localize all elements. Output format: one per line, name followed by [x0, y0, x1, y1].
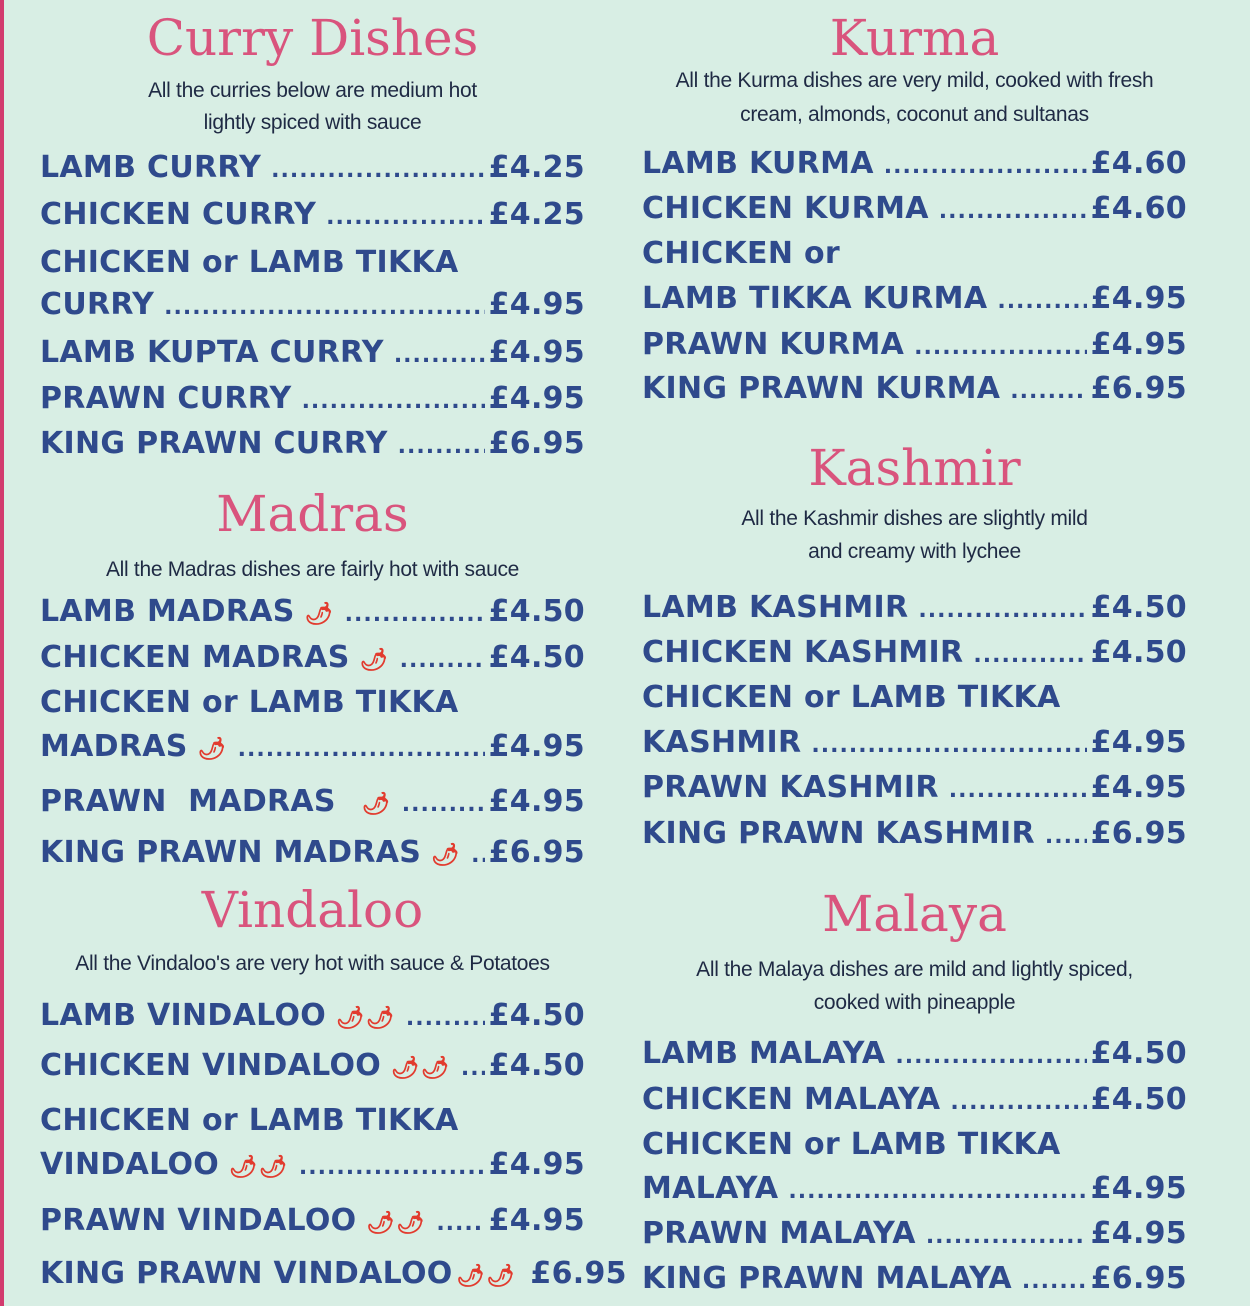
chili-icon: 🌶 [304, 602, 335, 627]
vindaloo-desc: All the Vindaloo's are very hot with sauce & Potatoes [75, 952, 550, 975]
price: £4.50 [1090, 1036, 1187, 1071]
kurma-desc-1: All the Kurma dishes are very mild, cooked with fresh [675, 69, 1154, 92]
menu-item-tikka-malaya-line1: CHICKEN or LAMB TIKKA [642, 1127, 1061, 1162]
menu-item-lamb-madras: LAMB MADRAS 🌶 ..... £4.50 [40, 594, 585, 638]
menu-item-tikka-vindaloo: VINDALOO 🌶🌶 ..... £4.95 [40, 1147, 585, 1191]
price: £4.50 [488, 594, 585, 629]
menu-item-lamb-curry: LAMB CURRY ..... £4.25 [40, 150, 585, 194]
price: £4.50 [488, 1048, 585, 1083]
menu-item-tikka-kashmir-line1: CHICKEN or LAMB TIKKA [642, 680, 1061, 715]
chili-icon: 🌶🌶 [336, 1006, 396, 1031]
chili-icon: 🌶 [197, 737, 228, 762]
chili-icon: 🌶🌶 [391, 1056, 451, 1081]
menu-item-prawn-madras: PRAWN MADRAS 🌶 ..... £4.95 [40, 784, 585, 828]
chili-icon: 🌶 [431, 843, 462, 868]
menu-item-chicken-kurma: CHICKEN KURMA ..... £4.60 [642, 191, 1187, 235]
kurma-desc-2: cream, almonds, coconut and sultanas [740, 103, 1089, 126]
menu-item-chicken-kashmir: CHICKEN KASHMIR ..... £4.50 [642, 635, 1187, 679]
menu-item-tikka-madras-line1: CHICKEN or LAMB TIKKA [40, 685, 459, 720]
madras-title: Madras [216, 485, 409, 543]
price: £4.95 [488, 1203, 585, 1238]
kashmir-desc-1: All the Kashmir dishes are slightly mild [741, 507, 1088, 530]
price: £6.95 [1090, 816, 1187, 851]
curry-desc-1: All the curries below are medium hot [148, 79, 477, 102]
kashmir-desc-2: and creamy with lychee [808, 540, 1021, 563]
menu-item-king-prawn-kurma: KING PRAWN KURMA ..... £6.95 [642, 371, 1187, 415]
price: £4.95 [1090, 725, 1187, 760]
menu-item-tikka-kurma-line1: CHICKEN or [642, 236, 840, 271]
price: £4.50 [1090, 590, 1187, 625]
madras-desc: All the Madras dishes are fairly hot with sauce [105, 558, 520, 581]
price: £4.95 [1090, 1171, 1187, 1206]
menu-item-king-prawn-curry: KING PRAWN CURRY ..... £6.95 [40, 426, 585, 470]
price: £4.95 [488, 1147, 585, 1182]
menu-item-king-prawn-kashmir: KING PRAWN KASHMIR ..... £6.95 [642, 816, 1187, 860]
menu-item-prawn-vindaloo: PRAWN VINDALOO 🌶🌶 ..... £4.95 [40, 1203, 585, 1247]
menu-item-tikka-madras: MADRAS 🌶 ..... £4.95 [40, 729, 585, 773]
chili-icon: 🌶🌶 [229, 1155, 289, 1180]
malaya-desc-2: cooked with pineapple [813, 991, 1016, 1014]
chili-icon: 🌶🌶 [366, 1211, 427, 1236]
menu-item-prawn-malaya: PRAWN MALAYA ..... £4.95 [642, 1216, 1187, 1260]
price: £4.95 [1090, 281, 1187, 316]
menu-item-chicken-curry: CHICKEN CURRY ..... £4.25 [40, 197, 585, 241]
chili-icon: 🌶 [359, 648, 390, 673]
menu-item-king-prawn-malaya: KING PRAWN MALAYA ..... £6.95 [642, 1261, 1187, 1305]
menu-item-tikka-curry-line1: CHICKEN or LAMB TIKKA [40, 245, 459, 280]
menu-item-tikka-kashmir: KASHMIR ..... £4.95 [642, 725, 1187, 769]
price: £4.95 [488, 729, 585, 764]
price: £6.95 [1090, 1261, 1187, 1296]
price: £4.95 [488, 784, 585, 819]
malaya-desc-1: All the Malaya dishes are mild and lightly spiced, [696, 958, 1133, 981]
price: £4.95 [1090, 1216, 1187, 1251]
menu-item-tikka-curry: CURRY ..... £4.95 [40, 287, 585, 331]
kashmir-title: Kashmir [808, 439, 1021, 497]
price: £4.50 [1090, 1082, 1187, 1117]
menu-item-lamb-kupta-curry: LAMB KUPTA CURRY ..... £4.95 [40, 335, 585, 379]
left-border-stripe [0, 0, 4, 1306]
menu-item-king-prawn-vindaloo: KING PRAWN VINDALOO 🌶🌶 £6.95 [40, 1256, 627, 1291]
price: £4.50 [488, 998, 585, 1033]
price: £4.60 [1090, 146, 1187, 181]
menu-item-prawn-kurma: PRAWN KURMA ..... £4.95 [642, 327, 1187, 371]
menu-item-chicken-malaya: CHICKEN MALAYA ..... £4.50 [642, 1082, 1187, 1126]
price: £6.95 [530, 1256, 627, 1291]
menu-item-king-prawn-madras: KING PRAWN MADRAS 🌶 ..... £6.95 [40, 835, 585, 879]
menu-item-lamb-vindaloo: LAMB VINDALOO 🌶🌶 ..... £4.50 [40, 998, 585, 1042]
menu-item-tikka-vindaloo-line1: CHICKEN or LAMB TIKKA [40, 1103, 459, 1138]
curry-desc-2: lightly spiced with sauce [203, 111, 422, 134]
menu-item-chicken-madras: CHICKEN MADRAS 🌶 ..... £4.50 [40, 640, 585, 684]
vindaloo-title: Vindaloo [201, 881, 424, 939]
price: £4.95 [488, 335, 585, 370]
price: £4.95 [1090, 770, 1187, 805]
menu-item-lamb-kurma: LAMB KURMA ..... £4.60 [642, 146, 1187, 190]
menu-item-prawn-curry: PRAWN CURRY ..... £4.95 [40, 381, 585, 425]
price: £4.95 [1090, 327, 1187, 362]
menu-item-chicken-vindaloo: CHICKEN VINDALOO 🌶🌶 ..... £4.50 [40, 1048, 585, 1092]
chili-icon: 🌶 [361, 792, 392, 817]
chili-icon: 🌶🌶 [456, 1264, 517, 1289]
price: £4.60 [1090, 191, 1187, 226]
malaya-title: Malaya [822, 885, 1007, 943]
price: £4.95 [488, 381, 585, 416]
price: £6.95 [1090, 371, 1187, 406]
price: £6.95 [488, 835, 585, 870]
menu-item-lamb-malaya: LAMB MALAYA ..... £4.50 [642, 1036, 1187, 1080]
menu-item-lamb-kashmir: LAMB KASHMIR ..... £4.50 [642, 590, 1187, 634]
price: £4.50 [1090, 635, 1187, 670]
price: £4.95 [488, 287, 585, 322]
price: £4.25 [488, 150, 585, 185]
curry-title: Curry Dishes [146, 9, 479, 67]
price: £6.95 [488, 426, 585, 461]
price: £4.25 [488, 197, 585, 232]
price: £4.50 [488, 640, 585, 675]
menu-item-tikka-kurma: LAMB TIKKA KURMA ..... £4.95 [642, 281, 1187, 325]
menu-item-tikka-malaya: MALAYA ..... £4.95 [642, 1171, 1187, 1215]
menu-item-prawn-kashmir: PRAWN KASHMIR ..... £4.95 [642, 770, 1187, 814]
kurma-title: Kurma [829, 9, 1000, 67]
